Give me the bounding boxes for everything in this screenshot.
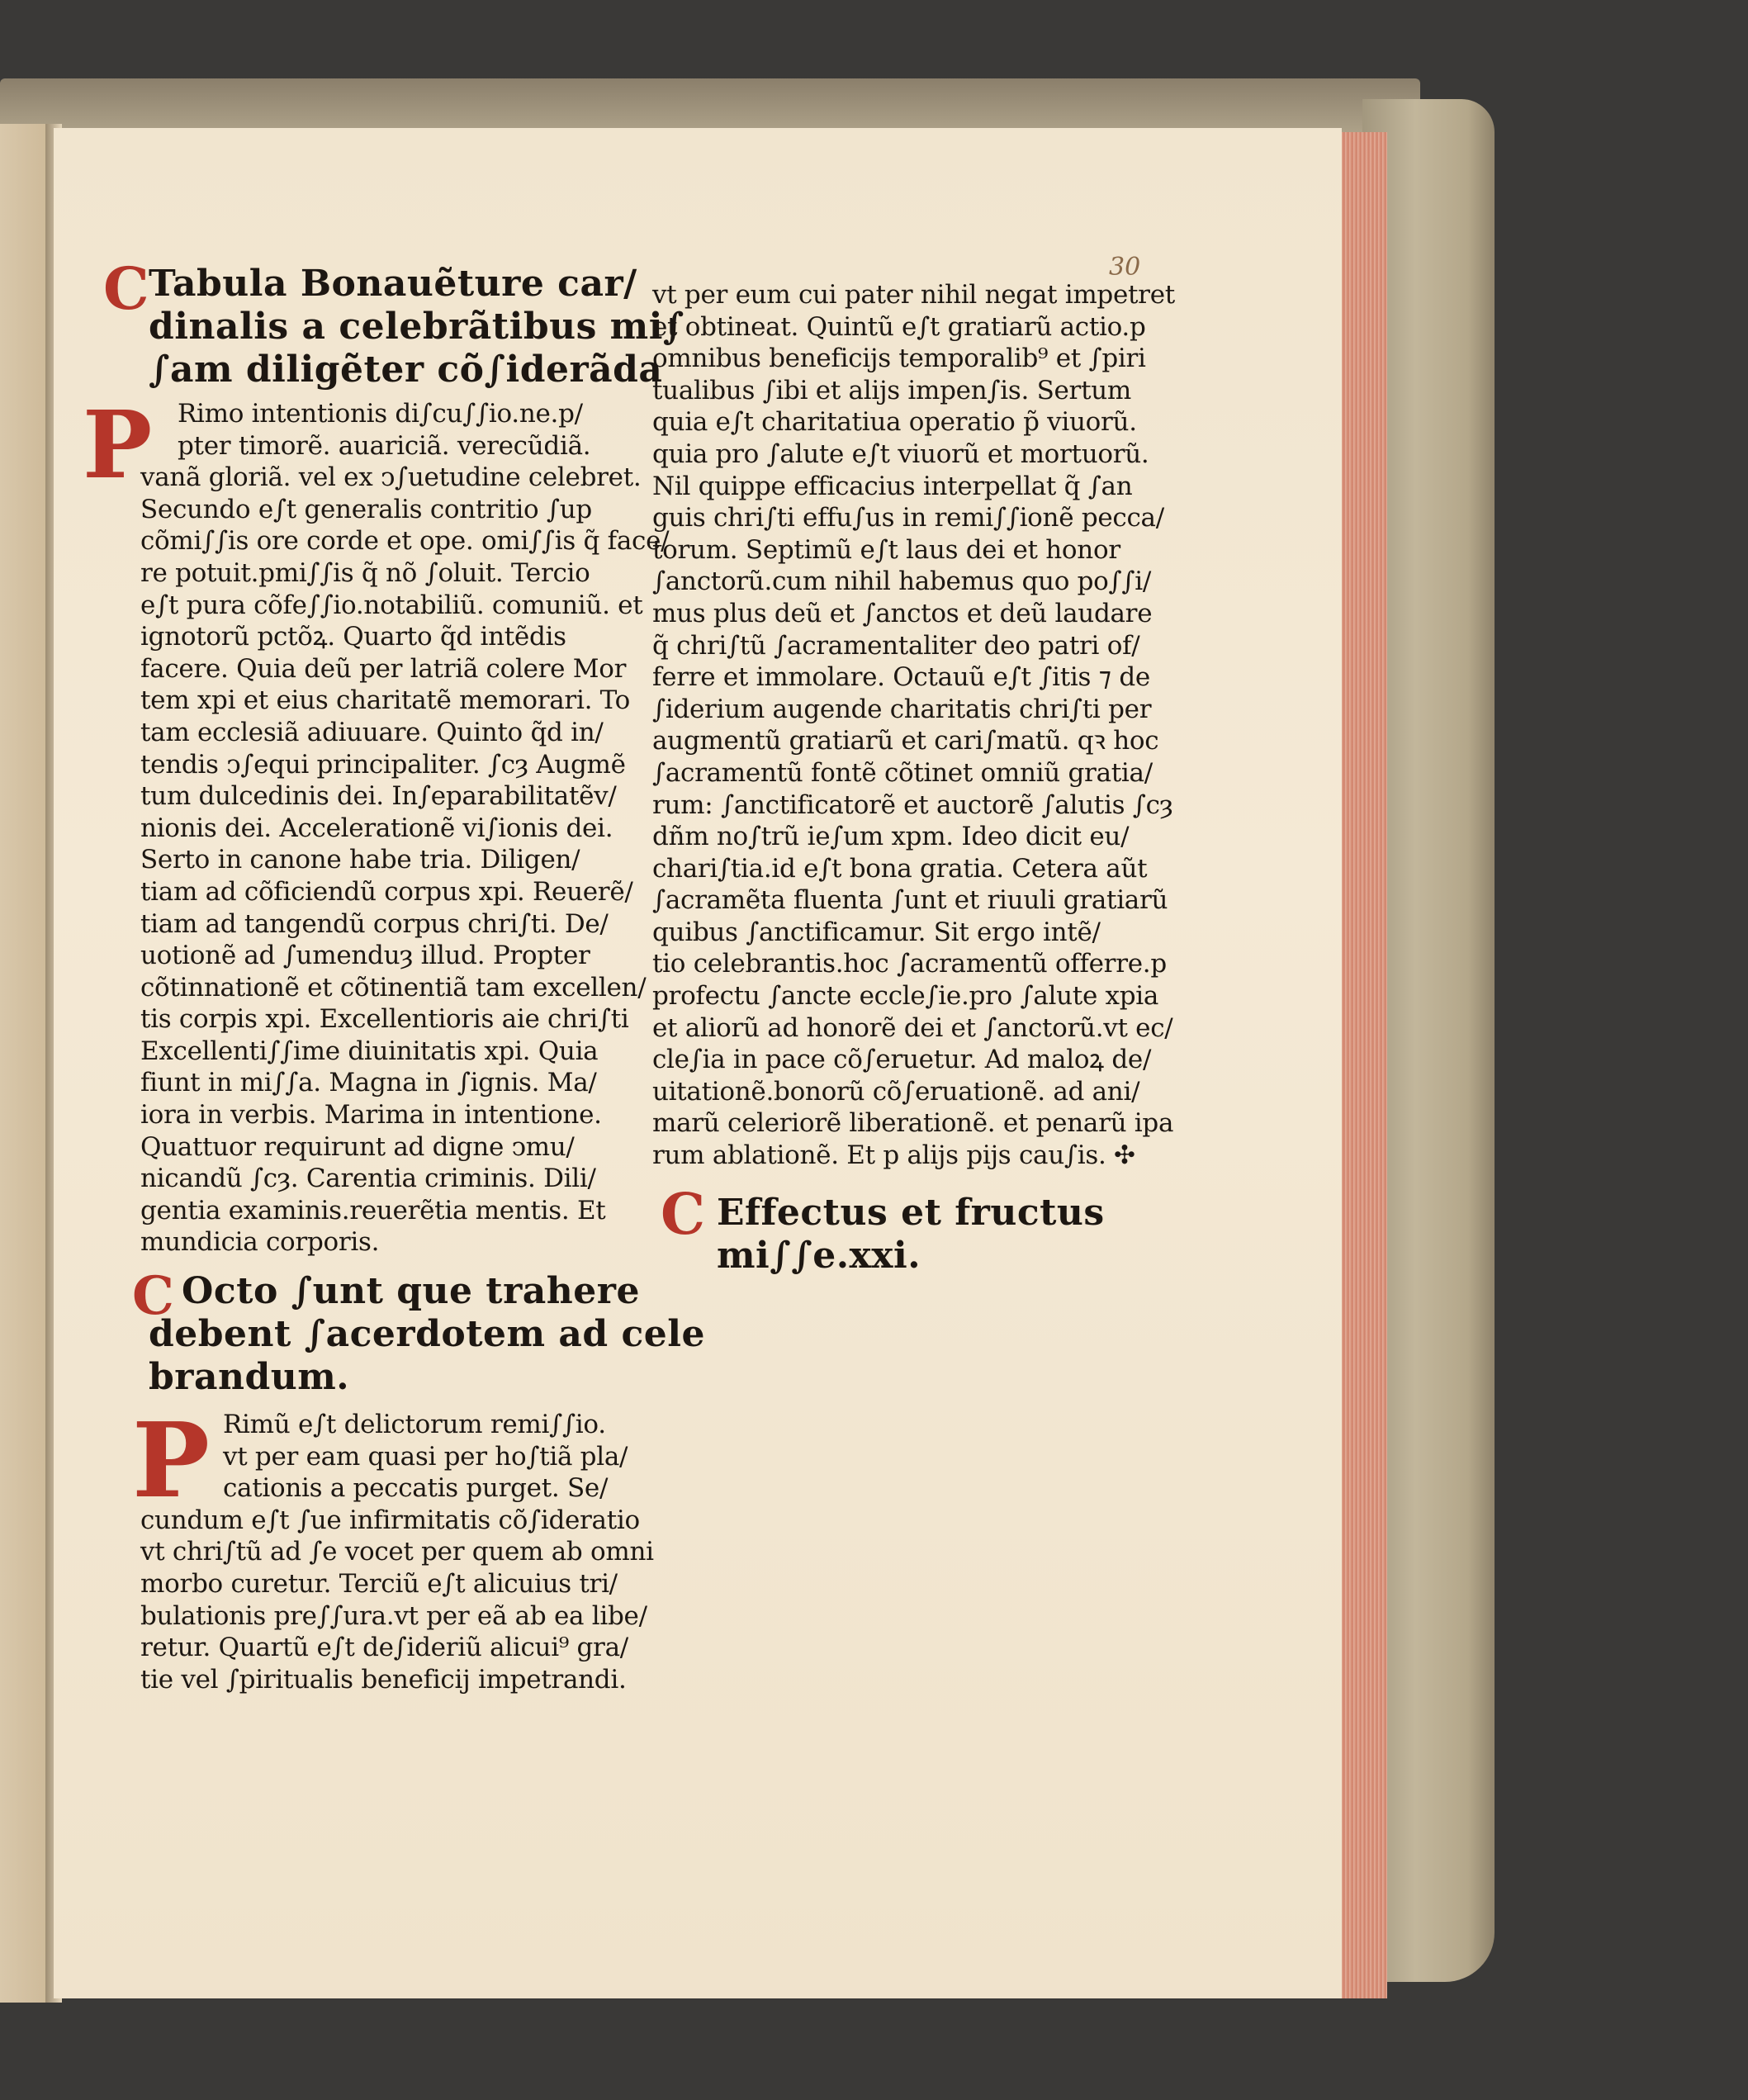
text-line: et obtineat. Quintũ e∫t gratiarũ actio.p: [652, 311, 1146, 342]
text-line: tis corpis xpi. Excellentioris aie chri∫ti: [140, 1004, 629, 1035]
text-line: tem xpi et eius charitatẽ memorari. To: [140, 685, 631, 716]
text-line: iora in verbis. Marima in intentione.: [140, 1100, 602, 1131]
text-line: tie vel ∫piritualis beneficij impetrandi.: [140, 1664, 627, 1695]
text-line: quibus ∫anctificamur. Sit ergo intẽ/: [652, 917, 1101, 947]
text-line: tendis ↄ∫equi principaliter. ∫cȝ Augmẽ: [140, 749, 626, 780]
text-line: ignotorũ pctõꝝ. Quarto q̃d intẽdis: [140, 622, 566, 652]
text-line: vt chri∫tũ ad ∫e vocet per quem ab omni: [140, 1537, 654, 1567]
text-line: cõmi∫∫is ore corde et ope. omi∫∫is q̃ face/: [140, 526, 670, 557]
text-line: augmentũ gratiarũ et cari∫matũ. qꝛ hoc: [652, 726, 1159, 756]
text-line: torum. Septimũ e∫t laus dei et honor: [652, 534, 1120, 565]
text-line: uotionẽ ad ∫umenduȝ illud. Propter: [140, 941, 590, 971]
text-line: Rimo intentionis di∫cu∫∫io.ne.p/: [178, 399, 583, 429]
red-initial-c: C: [132, 1265, 174, 1328]
text-line: re potuit.pmi∫∫is q̃ nõ ∫oluit. Tercio: [140, 557, 590, 588]
heading-line: dinalis a celebrãtibus mi∫: [149, 306, 685, 348]
text-line: gentia examinis.reuerẽtia mentis. Et: [140, 1195, 606, 1225]
heading-line: Effectus et fructus: [717, 1191, 1105, 1234]
text-line: rum ablationẽ. Et p alijs pijs cau∫is. ✣: [652, 1140, 1135, 1171]
text-line: quia e∫t charitatiua operatio p̃ viuorũ.: [652, 407, 1137, 438]
text-line: quia pro ∫alute e∫t viuorũ et mortuorũ.: [652, 438, 1149, 469]
text-line: pter timorẽ. auariciã. verecũdiã.: [178, 430, 591, 461]
facing-page-edge: [0, 124, 51, 2007]
text-line: chari∫tia.id e∫t bona gratia. Cetera aũt: [652, 853, 1148, 884]
text-line: cundum e∫t ∫ue infirmitatis cõ∫ideratio: [140, 1505, 640, 1535]
right-column: [652, 279, 1175, 1278]
bottom-background: [0, 2003, 1420, 2100]
paragraph-primo: [83, 391, 670, 1259]
text-line: Nil quippe efficacius interpellat q̃ ∫an: [652, 471, 1133, 501]
heading-octo: [132, 1265, 706, 1399]
text-line: e∫t pura cõfe∫∫io.notabiliũ. comuniũ. et: [140, 590, 643, 620]
text-line: morbo curetur. Terciũ e∫t alicuius tri/: [140, 1569, 618, 1599]
text-line: Serto in canone habe tria. Diligen/: [140, 845, 580, 875]
red-initial-c: C: [661, 1181, 706, 1248]
heading-line: brandum.: [149, 1356, 350, 1399]
text-line: omnibus beneficijs temporalib⁹ et ∫piri: [652, 344, 1146, 374]
text-line: guis chri∫ti effu∫us in remi∫∫ionẽ pecca/: [652, 503, 1164, 533]
heading-line: debent ∫acerdotem ad cele: [149, 1313, 706, 1356]
text-line: mus plus deũ et ∫anctos et deũ laudare: [652, 598, 1153, 628]
text-line: facere. Quia deũ per latriã colere Mor: [140, 653, 627, 684]
red-initial-p: P: [83, 391, 153, 500]
text-line: Excellenti∫∫ime diuinitatis xpi. Quia: [140, 1036, 599, 1066]
text-line: nionis dei. Accelerationẽ vi∫ionis dei.: [140, 813, 613, 843]
text-line: mundicia corporis.: [140, 1227, 380, 1258]
text-line: vt per eum cui pater nihil negat impetret: [652, 280, 1175, 310]
text-line: tum dulcedinis dei. In∫eparabilitatẽv/: [140, 781, 617, 812]
text-line: retur. Quartũ e∫t de∫ideriũ alicui⁹ gra/: [140, 1633, 628, 1663]
text-line: tio celebrantis.hoc ∫acramentũ offerre.p: [652, 949, 1167, 979]
heading-line: Tabula Bonauẽture car/: [149, 263, 637, 305]
paragraph-primum: [132, 1401, 654, 1695]
heading-line: ∫am diligẽter cõ∫iderãda: [149, 348, 663, 391]
text-line: ∫iderium augende charitatis chri∫ti per: [652, 694, 1152, 724]
text-line: Rimũ e∫t delictorum remi∫∫io.: [223, 1410, 606, 1440]
text-line: q̃ chri∫tũ ∫acramentaliter deo patri of/: [652, 630, 1140, 661]
left-column: [83, 254, 706, 1695]
text-line: profectu ∫ancte eccle∫ie.pro ∫alute xpia: [652, 981, 1159, 1012]
text-line: Quattuor requirunt ad digne ↄmu/: [140, 1131, 575, 1162]
text-line: ∫anctorũ.cum nihil habemus quo po∫∫i/: [652, 566, 1151, 597]
text-line: tiam ad cõficiendũ corpus xpi. Reuerẽ/: [140, 876, 633, 907]
heading-effectus: [652, 1181, 1139, 1278]
heading-tabula: [149, 263, 685, 391]
text-line: et aliorũ ad honorẽ dei et ∫anctorũ.vt ec/: [652, 1012, 1173, 1043]
text-line: uitationẽ.bonorũ cõ∫eruationẽ. ad ani/: [652, 1076, 1140, 1107]
text-line: ∫acramentũ fontẽ cõtinet omniũ gratia/: [652, 757, 1153, 788]
text-line: ferre et immolare. Octauũ e∫t ∫itis ⁊ de: [652, 662, 1150, 693]
text-line: cõtinnationẽ et cõtinentiã tam excellen/: [140, 972, 647, 1003]
text-line: fiunt in mi∫∫a. Magna in ∫ignis. Ma/: [140, 1068, 597, 1098]
text-line: vanã gloriã. vel ex ↄ∫uetudine celebret.: [140, 462, 642, 493]
text-line: nicandũ ∫cȝ. Carentia criminis. Dili/: [140, 1164, 596, 1194]
text-line: ∫acramẽta fluenta ∫unt et riuuli gratiarũ: [652, 885, 1168, 916]
red-initial-p: P: [132, 1401, 210, 1522]
text-line: vt per eam quasi per ho∫tiã pla/: [223, 1441, 628, 1472]
text-line: marũ celeriorẽ liberationẽ. et penarũ ipa: [652, 1108, 1174, 1139]
text-line: bulationis pre∫∫ura.vt per eã ab ea libe/: [140, 1600, 647, 1631]
paragraph-continued: [652, 279, 1175, 1172]
heading-line: Octo ∫unt que trahere: [182, 1270, 640, 1313]
text-line: tam ecclesiã adiuuare. Quinto q̃d in/: [140, 717, 604, 747]
text-line: cationis a peccatis purget. Se/: [223, 1473, 609, 1504]
heading-line: mi∫∫e.xxi.: [717, 1234, 921, 1277]
red-fore-edge: [1342, 132, 1387, 1998]
text-line: dñm no∫trũ ie∫um xpm. Ideo dicit eu/: [652, 822, 1130, 852]
red-initial-c: C: [103, 254, 149, 323]
text-line: rum: ∫anctificatorẽ et auctorẽ ∫alutis ∫cȝ: [652, 789, 1173, 820]
folio-number: 30: [1109, 253, 1141, 282]
text-line: cle∫ia in pace cõ∫eruetur. Ad maloꝝ de/: [652, 1045, 1152, 1075]
text-line: Secundo e∫t generalis contritio ∫up: [140, 494, 592, 524]
text-line: tiam ad tangendũ corpus chri∫ti. De/: [140, 908, 609, 939]
text-line: tualibus ∫ibi et alijs impen∫is. Sertum: [652, 375, 1131, 405]
